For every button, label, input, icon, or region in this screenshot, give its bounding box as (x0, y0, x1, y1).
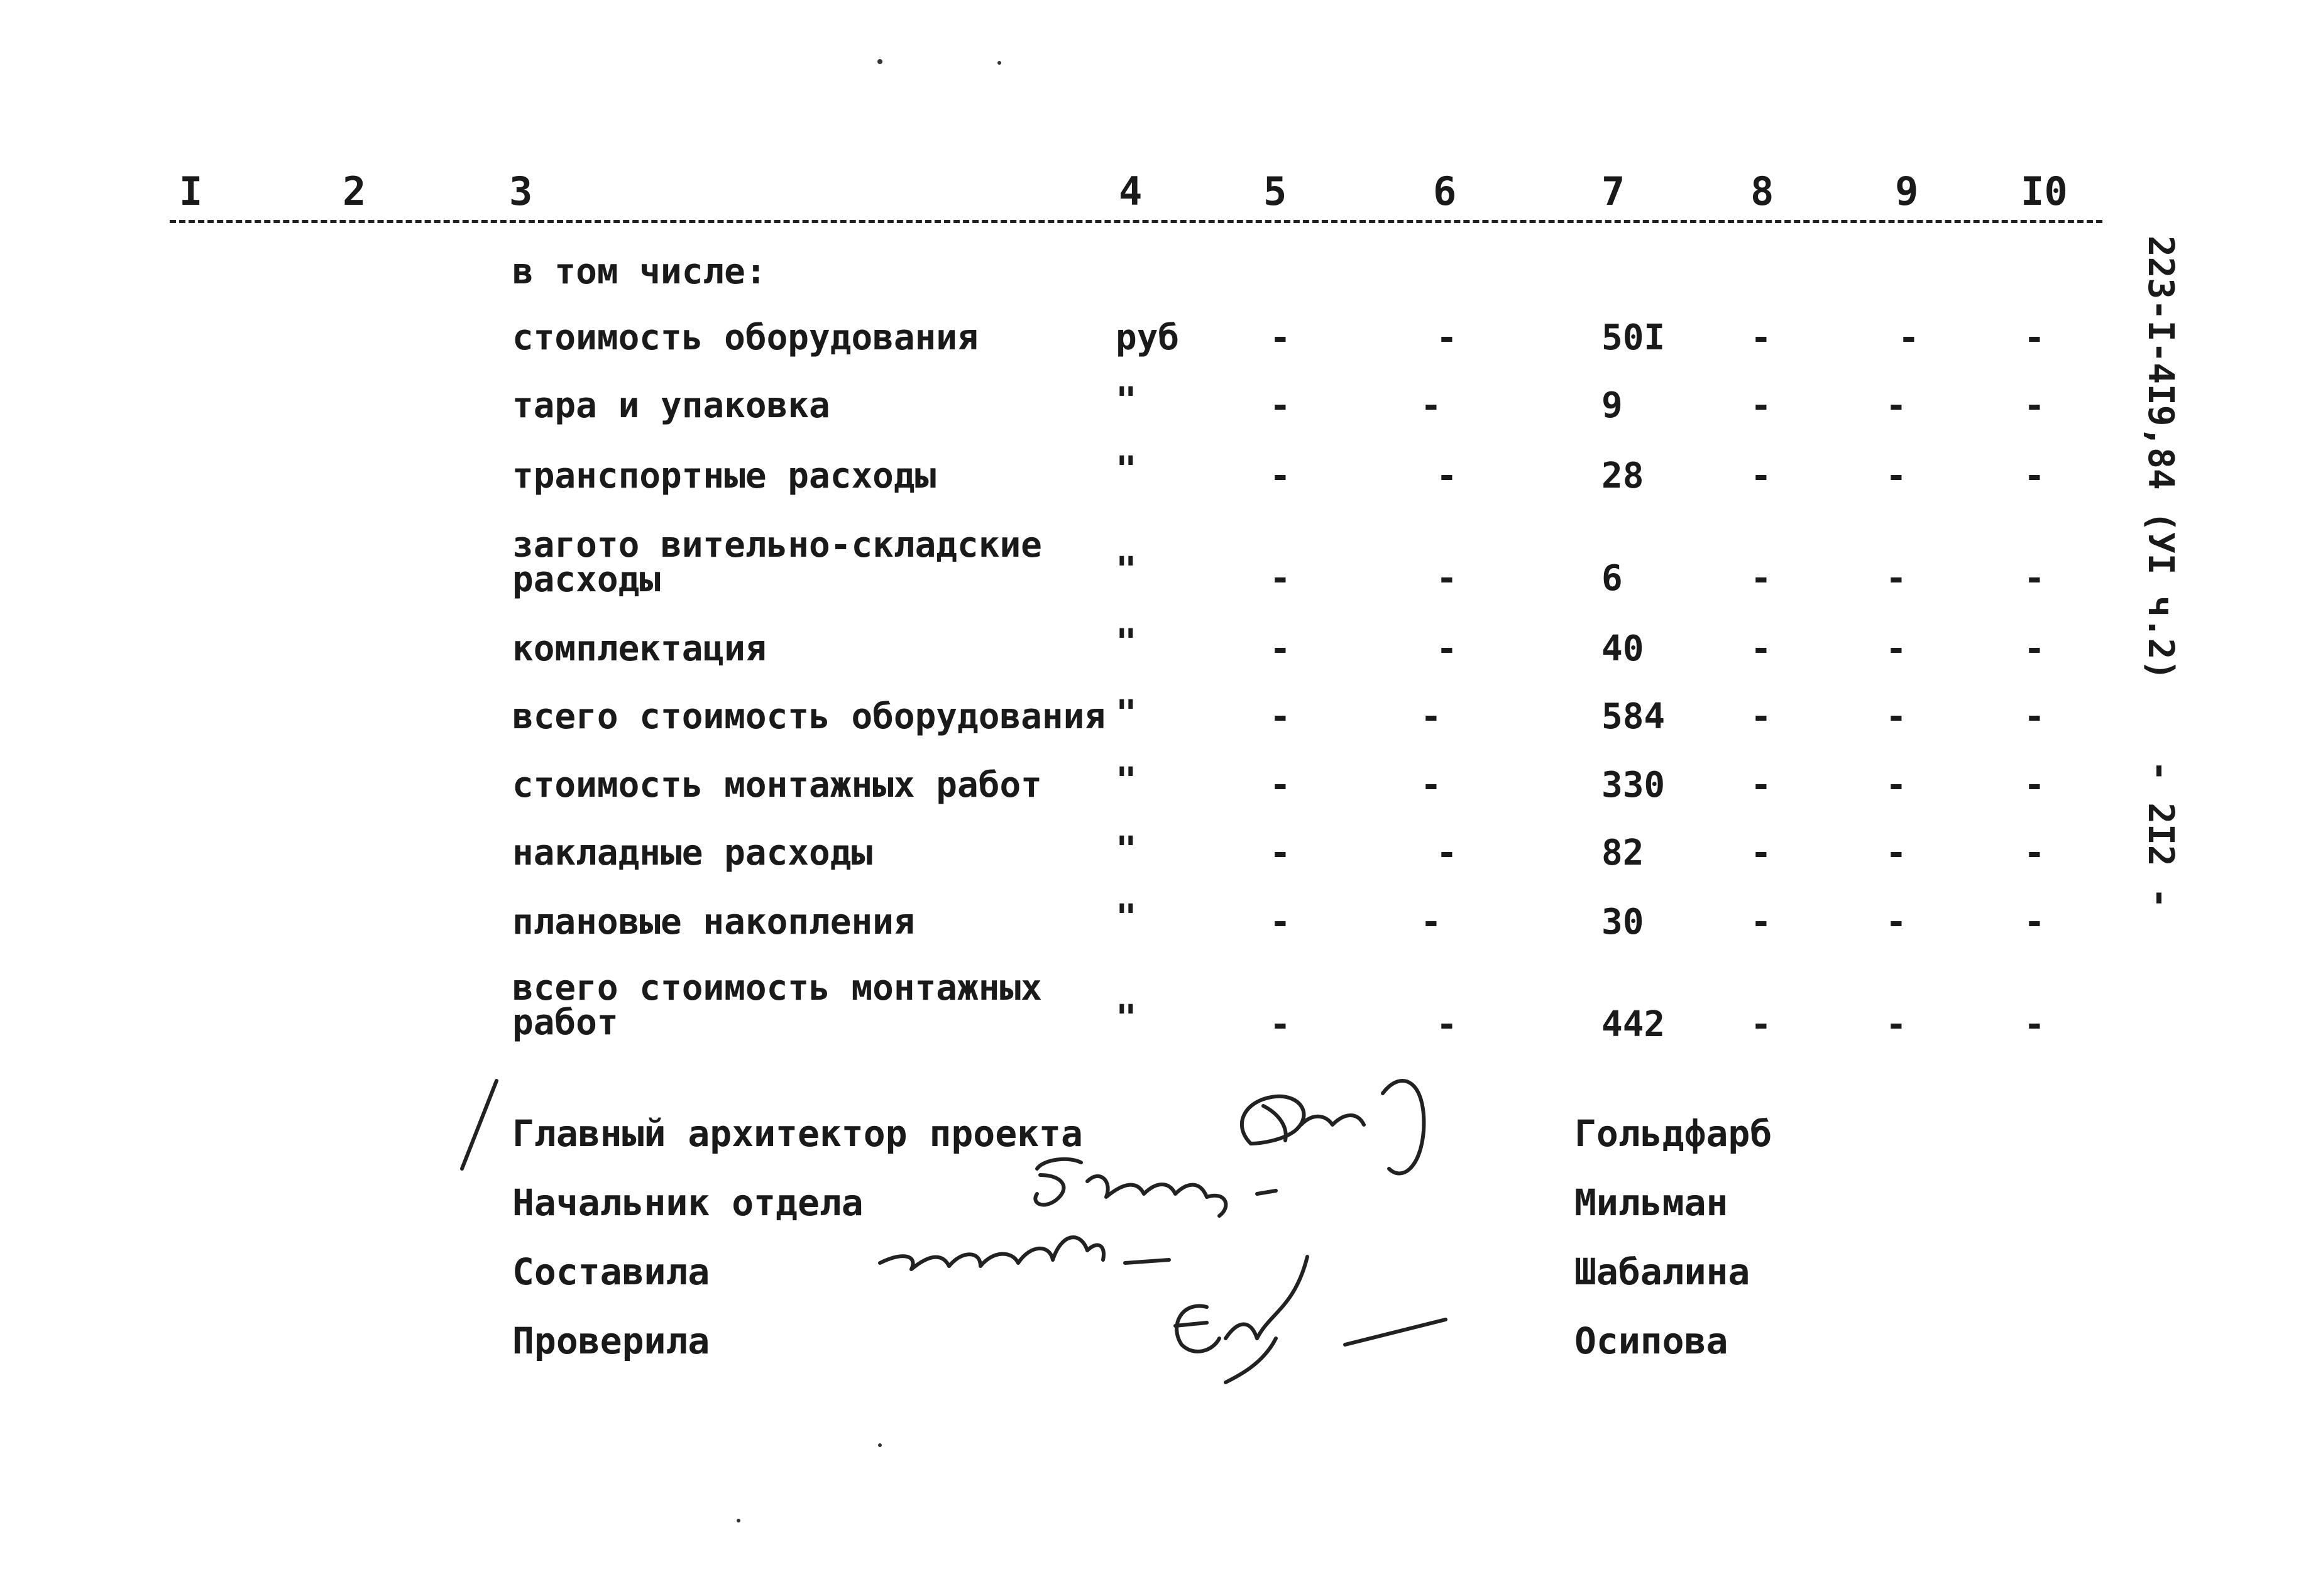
section-label: в том числе: (512, 251, 767, 292)
row-col7: 28 (1601, 456, 1644, 496)
row-name-line1: всего стоимость монтажных (512, 968, 1042, 1008)
signatory-title: Составила (512, 1250, 710, 1293)
row-name: тара и упаковка (512, 385, 830, 426)
document-code: 223-I-4I9,84 (УI ч.2) (2140, 236, 2181, 681)
row-name: накладные расходы (512, 833, 873, 873)
row-col8: - (1750, 317, 1772, 358)
header-rule (170, 220, 2102, 223)
row-unit: " (1116, 693, 1137, 734)
row-col9: - (1886, 385, 1907, 426)
signatory-title: Проверила (512, 1320, 710, 1362)
row-unit: " (1116, 550, 1137, 591)
column-header-9: 9 (1895, 168, 1919, 214)
row-col10: - (2024, 628, 2045, 669)
row-col6: - (1420, 696, 1442, 737)
row-col7: 6 (1601, 558, 1623, 599)
row-col7: 30 (1601, 902, 1644, 943)
row-col8: - (1750, 765, 1772, 806)
page-number: - 2I2 - (2140, 760, 2181, 909)
scan-speck (877, 59, 882, 64)
row-col5: - (1270, 1004, 1291, 1045)
row-col9: - (1886, 558, 1907, 599)
row-col9: - (1886, 902, 1907, 943)
row-col5: - (1270, 385, 1291, 426)
row-col10: - (2024, 696, 2045, 737)
row-col8: - (1750, 696, 1772, 737)
row-col9: - (1886, 696, 1907, 737)
row-col10: - (2024, 765, 2045, 806)
scan-speck (878, 1443, 882, 1447)
row-col8: - (1750, 385, 1772, 426)
row-col6: - (1420, 765, 1442, 806)
row-col5: - (1270, 628, 1291, 669)
row-unit: " (1116, 998, 1137, 1039)
row-name-line2: расходы (512, 559, 661, 600)
row-col9: - (1898, 317, 1919, 358)
row-col9: - (1886, 456, 1907, 496)
row-unit: " (1116, 897, 1137, 938)
row-col5: - (1270, 696, 1291, 737)
row-name-line2: работ (512, 1002, 618, 1043)
row-unit: " (1116, 449, 1137, 490)
row-col7: 584 (1601, 696, 1666, 737)
scan-speck (737, 1519, 740, 1522)
row-name: комплектация (512, 628, 767, 669)
signatory-name: Гольдфарб (1574, 1112, 1772, 1155)
row-col6: - (1436, 628, 1458, 669)
row-col7: 82 (1601, 833, 1644, 873)
signatory-name: Шабалина (1574, 1250, 1750, 1293)
row-col8: - (1750, 558, 1772, 599)
row-col6: - (1436, 833, 1458, 873)
row-col10: - (2024, 902, 2045, 943)
row-col8: - (1750, 1004, 1772, 1045)
row-name: плановые накопления (512, 902, 915, 943)
column-header-1: I (179, 168, 203, 214)
row-col10: - (2024, 317, 2045, 358)
row-col6: - (1436, 317, 1458, 358)
row-col7: 330 (1601, 765, 1666, 806)
row-col6: - (1420, 902, 1442, 943)
signature-compiler (880, 1237, 1169, 1269)
row-col5: - (1270, 765, 1291, 806)
row-col6: - (1436, 456, 1458, 496)
row-col6: - (1420, 385, 1442, 426)
signature-reviewer (1175, 1257, 1446, 1382)
column-header-5: 5 (1263, 168, 1287, 214)
row-col9: - (1886, 833, 1907, 873)
signatory-name: Осипова (1574, 1320, 1728, 1362)
row-col7: 50I (1601, 317, 1666, 358)
row-col9: - (1886, 1004, 1907, 1045)
column-header-3: 3 (509, 168, 533, 214)
signature-department-head (1035, 1159, 1276, 1216)
row-name-line1: загото вительно-складские (512, 525, 1042, 566)
row-col8: - (1750, 833, 1772, 873)
signatory-title: Начальник отдела (512, 1181, 864, 1224)
row-unit: " (1116, 622, 1137, 663)
row-col10: - (2024, 385, 2045, 426)
row-col7: 40 (1601, 628, 1644, 669)
signatory-title: Главный архитектор проекта (512, 1112, 1083, 1155)
row-col5: - (1270, 558, 1291, 599)
row-col8: - (1750, 456, 1772, 496)
row-col6: - (1436, 1004, 1458, 1045)
row-name: всего стоимость оборудования (512, 696, 1106, 737)
row-col7: 9 (1601, 385, 1623, 426)
scan-speck (997, 61, 1001, 65)
row-col5: - (1270, 317, 1291, 358)
row-unit: " (1116, 829, 1137, 870)
column-header-2: 2 (343, 168, 366, 214)
column-header-4: 4 (1119, 168, 1143, 214)
row-col10: - (2024, 558, 2045, 599)
column-header-7: 7 (1601, 168, 1625, 214)
margin-slash-mark (462, 1081, 497, 1169)
row-unit: руб (1116, 317, 1180, 358)
row-col8: - (1750, 902, 1772, 943)
row-col10: - (2024, 833, 2045, 873)
signatory-name: Мильман (1574, 1181, 1728, 1224)
row-col7: 442 (1601, 1004, 1666, 1045)
column-header-8: 8 (1750, 168, 1774, 214)
row-name: транспортные расходы (512, 456, 936, 496)
signature-chief-architect (1242, 1081, 1424, 1174)
column-header-10: I0 (2021, 168, 2068, 214)
row-name: стоимость оборудования (512, 317, 979, 358)
row-name: стоимость монтажных работ (512, 765, 1042, 806)
row-unit: " (1116, 760, 1137, 801)
row-unit: " (1116, 380, 1137, 421)
row-col9: - (1886, 765, 1907, 806)
column-header-6: 6 (1433, 168, 1457, 214)
row-col5: - (1270, 902, 1291, 943)
row-col5: - (1270, 833, 1291, 873)
row-col8: - (1750, 628, 1772, 669)
row-col10: - (2024, 456, 2045, 496)
row-col10: - (2024, 1004, 2045, 1045)
row-col5: - (1270, 456, 1291, 496)
row-col6: - (1436, 558, 1458, 599)
row-col9: - (1886, 628, 1907, 669)
